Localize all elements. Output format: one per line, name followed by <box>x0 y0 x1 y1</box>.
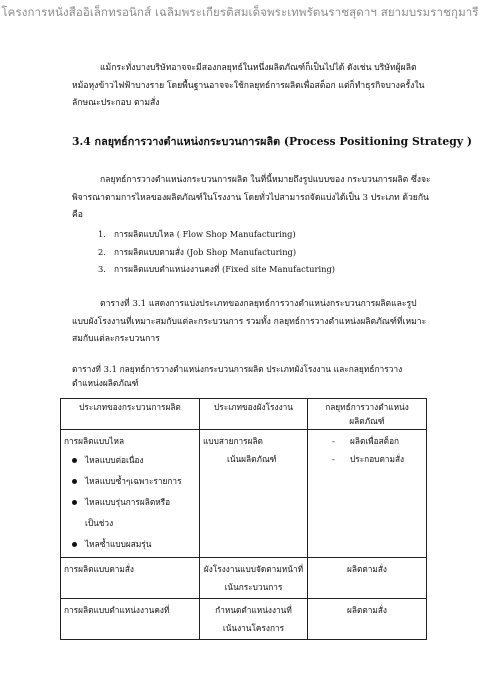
strategy-cell: - ผลิตเพื่อสต็อก - ประกอบตามสั่ง <box>308 430 427 558</box>
intro-paragraph: แม้กระทั่งบางบริษัทอาจจะมีสองกลยุทธ์ในหนึ่งผลิตภัณฑ์ก็เป็นไปได้ ดังเช่น บริษัทผู้ผลิตหม้อหุงข้าวไฟฟ้าบางราย โดยพื้นฐานอาจจะใช้กลยุทธ์การผลิตเพื่อสต็อก แต่ก็ทำธุรกิจบางครั้งในลักษณะประกอบ ตามสั่ง <box>72 63 425 108</box>
page-header: โครงการหนังสืออิเล็กทรอนิกส์ เฉลิมพระเกียรติสมเด็จพระเทพรัตนราชสุดาฯ สยามบรมราชกุมารี <box>1 5 479 19</box>
list-item: 1. การผลิตแบบไหล ( Flow Shop Manufacturing) <box>98 229 296 239</box>
section-paragraph: กลยุทธ์การวางตำแหน่งกระบวนการผลิต ในที่นี้หมายถึงรูปแบบของ กระบวนการผลิต ซึ่งจะพิจารณาตามการไหลของผลิตภัณฑ์ในโรงงาน โดยทั่วไปสามารถจัดแบ่งได้เป็น 3 ประเภท ด้วยกัน คือ <box>72 175 431 220</box>
bullet-icon <box>72 542 77 547</box>
process-cell: การผลิตแบบตำแหน่งงานคงที่ <box>61 599 200 640</box>
bullet-icon <box>72 479 77 484</box>
list-item: 3. การผลิตแบบตำแหน่งงานคงที่ (Fixed site Manufacturing) <box>98 264 335 274</box>
strategy-cell: ผลิตตามสั่ง <box>308 558 427 599</box>
layout-cell: แบบสายการผลิต เน้นผลิตภัณฑ์ <box>200 430 308 558</box>
process-cell: การผลิตแบบตามสั่ง <box>61 558 200 599</box>
manufacturing-types-list <box>98 226 335 279</box>
process-positioning-table <box>60 398 427 640</box>
layout-cell: กำหนดตำแหน่งงานที่ เน้นงานโครงการ <box>200 599 308 640</box>
column-header: กลยุทธ์การวางตำแหน่งผลิตภัณฑ์ <box>308 399 427 430</box>
bullet-icon <box>72 500 77 505</box>
column-header: ประเภทของกระบวนการผลิต <box>61 399 200 430</box>
process-cell: การผลิตแบบไหล ไหลแบบต่อเนื่อง ไหลแบบซ้ำๆเฉพาะรายการ ไหลแบบรุ่นการผลิตหรือ เป็นช่วง ไหลซ้ำแบบผสมรุ่น <box>61 430 200 558</box>
table-header-row <box>61 399 427 430</box>
list-item: 2. การผลิตแบบตามสั่ง (Job Shop Manufacturing) <box>98 246 297 257</box>
section-heading: 3.4 กลยุทธ์การวางตำแหน่งกระบวนการผลิต (Process Positioning Strategy ) <box>72 135 472 148</box>
table-caption: ตารางที่ 3.1 กลยุทธ์การวางตำแหน่งกระบวนการผลิต ประเภทผังโรงงาน และกลยุทธ์การวางตำแหน่งผลิตภัณฑ์ <box>72 364 403 388</box>
layout-cell: ผังโรงงานแบบจัดตามหน้าที่ เน้นกระบวนการ <box>200 558 308 599</box>
table-row <box>61 558 427 599</box>
bullet-icon <box>72 458 77 463</box>
table-row <box>61 430 427 558</box>
table-intro-paragraph: ตารางที่ 3.1 แสดงการแบ่งประเภทของกลยุทธ์การวางตำแหน่งกระบวนการผลิตและรูปแบบผังโรงงานที่เหมาะสมกับแต่ละกระบวนการ รวมทั้ง กลยุทธ์การวางตำแหน่งผลิตภัณฑ์ที่เหมาะสมกับแต่ละกระบวนการ <box>72 299 427 344</box>
column-header: ประเภทของผังโรงงาน <box>200 399 308 430</box>
table-row <box>61 599 427 640</box>
strategy-cell: ผลิตตามสั่ง <box>308 599 427 640</box>
